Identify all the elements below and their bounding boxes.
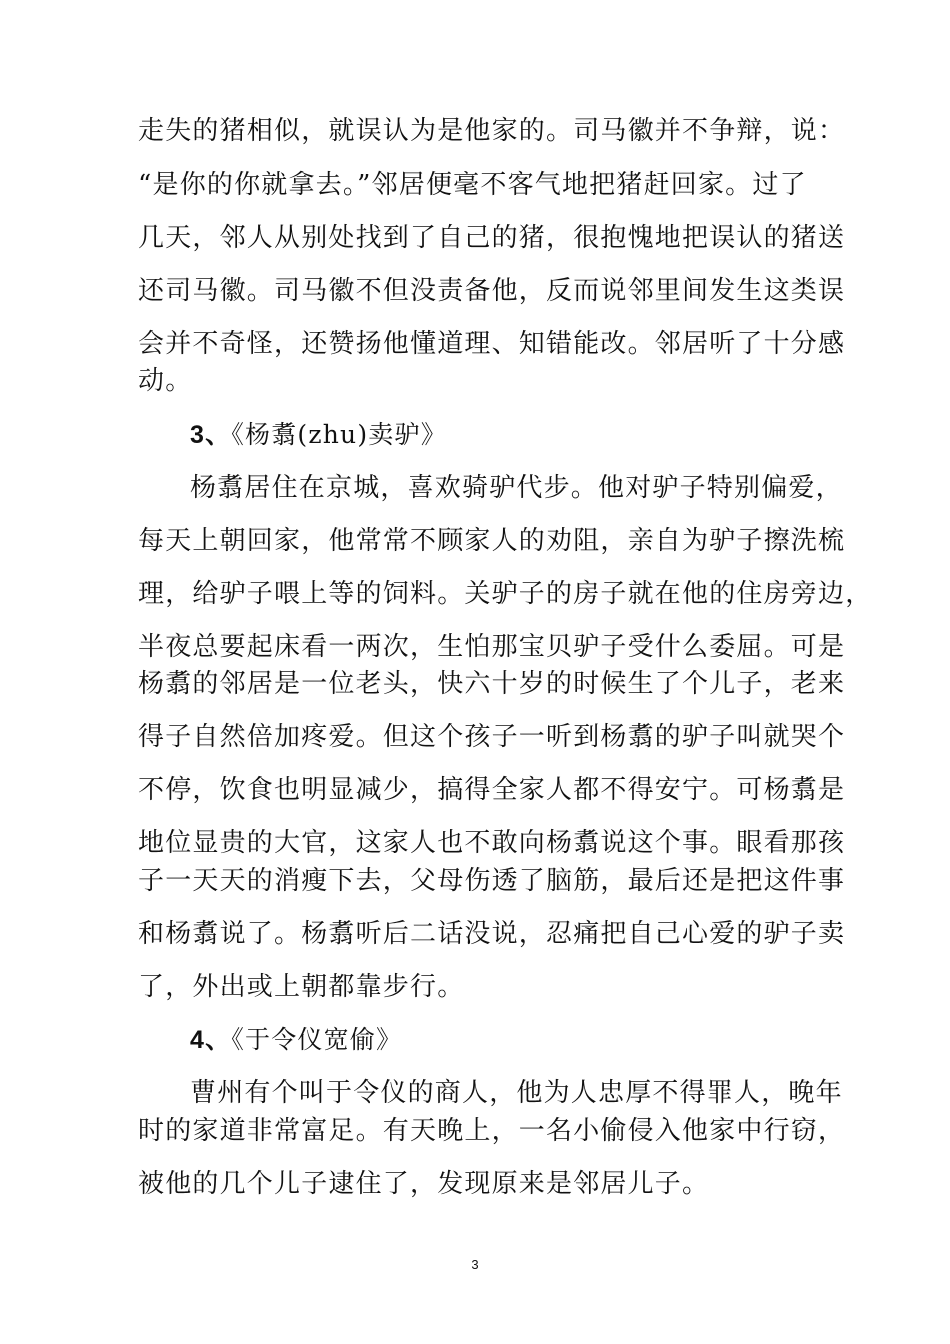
- paragraph-line: 得子自然倍加疼爱。但这个孩子一听到杨翥的驴子叫就哭个: [138, 722, 846, 752]
- paragraph-line: 地位显贵的大官，这家人也不敢向杨翥说这个事。眼看那孩: [138, 828, 846, 858]
- paragraph-line: 了，外出或上朝都靠步行。: [138, 972, 465, 1002]
- paragraph-line: 子一天天的消瘦下去，父母伤透了脑筋，最后还是把这件事: [138, 866, 846, 896]
- paragraph-line: 会并不奇怪，还赞扬他懂道理、知错能改。邻居听了十分感: [138, 329, 846, 359]
- paragraph-line: 每天上朝回家，他常常不顾家人的劝阻，亲自为驴子擦洗梳: [138, 526, 846, 556]
- paragraph-line: 时的家道非常富足。有天晚上，一名小偷侵入他家中行窃，: [138, 1116, 846, 1146]
- paragraph-line: 被他的几个儿子逮住了，发现原来是邻居儿子。: [138, 1169, 710, 1199]
- section-number: 3、: [190, 421, 232, 449]
- section-heading: [190, 1022, 402, 1058]
- section-title: 《于令仪宽偷》: [231, 1025, 403, 1054]
- paragraph-line: 几天，邻人从别处找到了自己的猪，很抱愧地把误认的猪送: [138, 223, 846, 253]
- paragraph-line: 杨翥居住在京城，喜欢骑驴代步。他对驴子特别偏爱，: [190, 473, 843, 503]
- paragraph-line: 不停，饮食也明显减少，搞得全家人都不得安宁。可杨翥是: [138, 775, 846, 805]
- paragraph-line: 理，给驴子喂上等的饲料。关驴子的房子就在他的住房旁边，: [138, 579, 873, 609]
- paragraph-line: 动。: [138, 366, 193, 396]
- paragraph-line: 半夜总要起床看一两次，生怕那宝贝驴子受什么委屈。可是: [138, 632, 846, 662]
- section-title: 《杨翥(zhu)卖驴》: [231, 420, 447, 449]
- section-number: 4、: [190, 1026, 232, 1054]
- page-number: 3: [471, 1257, 479, 1272]
- paragraph-line: “是你的你就拿去。”邻居便毫不客气地把猪赶回家。过了: [138, 170, 807, 200]
- paragraph-line: 和杨翥说了。杨翥听后二话没说，忍痛把自己心爱的驴子卖: [138, 919, 846, 949]
- paragraph-line: 曹州有个叫于令仪的商人，他为人忠厚不得罪人，晚年: [190, 1078, 843, 1108]
- paragraph-line: 杨翥的邻居是一位老头，快六十岁的时候生了个儿子，老来: [138, 669, 846, 699]
- paragraph-line: 还司马徽。司马徽不但没责备他，反而说邻里间发生这类误: [138, 276, 846, 306]
- section-heading: [190, 417, 447, 453]
- paragraph-line: 走失的猪相似，就误认为是他家的。司马徽并不争辩，说：: [138, 116, 846, 146]
